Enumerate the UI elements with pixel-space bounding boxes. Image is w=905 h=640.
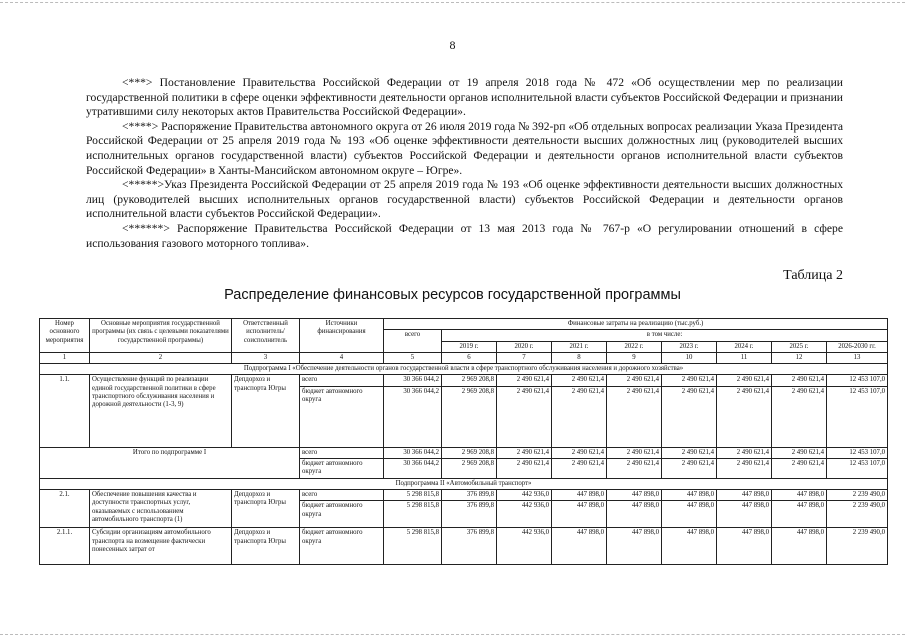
activity-executor: Депдорхоз и транспорта Югры (232, 528, 300, 565)
col-number: 1 (40, 352, 90, 363)
header-total: всего (384, 330, 442, 353)
table-row (40, 528, 888, 565)
col-number: 12 (772, 352, 827, 363)
table-row (40, 447, 888, 458)
column-numbers-row (40, 352, 888, 363)
value-cell: 30 366 044,2 (384, 375, 442, 386)
subprogram-1-title: Подпрограмма I «Обеспечение деятельности органов государственной власти в сфере транспортного обслуживания населения и дорожного хозяйства» (40, 364, 888, 375)
activity-number: 2.1. (40, 489, 90, 527)
value-cell: 376 899,8 (442, 501, 497, 528)
subprogram-row (40, 364, 888, 375)
value-cell: 2 490 621,4 (497, 459, 552, 479)
value-cell: 12 453 107,0 (827, 386, 888, 447)
value-cell: 447 898,0 (717, 501, 772, 528)
value-cell: 447 898,0 (607, 501, 662, 528)
value-cell: 12 453 107,0 (827, 375, 888, 386)
value-cell: 2 490 621,4 (552, 375, 607, 386)
value-cell: 5 298 815,8 (384, 528, 442, 565)
subprogram-row (40, 478, 888, 489)
activity-executor: Депдорхоз и транспорта Югры (232, 375, 300, 447)
value-cell: 5 298 815,8 (384, 501, 442, 528)
col-number: 3 (232, 352, 300, 363)
value-cell: 447 898,0 (772, 501, 827, 528)
value-cell: 2 490 621,4 (607, 447, 662, 458)
value-cell: 447 898,0 (662, 489, 717, 500)
col-number: 10 (662, 352, 717, 363)
col-number: 8 (552, 352, 607, 363)
footnote-3: <***> Постановление Правительства Российской Федерации от 19 апреля 2018 года № 472 «Об осуществлении мер по реализации государственной политики в сфере оценки эффективности деятельности органов исполнительной власти субъектов Российской Федерации и признании утратившими силу некоторых актов Правительства Российской Федерации». (86, 76, 843, 119)
value-cell: 2 969 208,8 (442, 447, 497, 458)
value-cell: 2 490 621,4 (717, 375, 772, 386)
footnote-6: <******> Распоряжение Правительства Российской Федерации от 13 мая 2013 года № 767-р «О регулировании отношений в сфере использования газового моторного топлива». (86, 221, 843, 250)
funding-source: бюджет автономного округа (300, 386, 384, 447)
header-year: 2019 г. (442, 341, 497, 352)
value-cell: 2 490 621,4 (772, 459, 827, 479)
value-cell: 2 490 621,4 (607, 375, 662, 386)
value-cell: 2 490 621,4 (552, 459, 607, 479)
funding-source: бюджет автономного округа (300, 501, 384, 528)
value-cell: 2 490 621,4 (497, 375, 552, 386)
value-cell: 2 490 621,4 (662, 447, 717, 458)
activity-number: 1.1. (40, 375, 90, 447)
footnotes (86, 76, 843, 251)
col-number: 11 (717, 352, 772, 363)
value-cell: 2 490 621,4 (717, 447, 772, 458)
value-cell: 12 453 107,0 (827, 447, 888, 458)
value-cell: 2 969 208,8 (442, 459, 497, 479)
value-cell: 447 898,0 (662, 528, 717, 565)
header-year: 2026-2030 гг. (827, 341, 888, 352)
col-number: 6 (442, 352, 497, 363)
col-number: 13 (827, 352, 888, 363)
funding-source: бюджет автономного округа (300, 459, 384, 479)
col-number: 5 (384, 352, 442, 363)
value-cell: 447 898,0 (552, 528, 607, 565)
value-cell: 447 898,0 (607, 489, 662, 500)
footnote-5: <*****>Указ Президента Российской Федерации от 25 апреля 2019 года № 193 «Об оценке эффективности деятельности высших должностных лиц (руководителей высших исполнительных органов государственной власти) субъектов Российской Федерации и деятельности органов исполнительной власти субъектов Российской Федерации». (86, 178, 843, 221)
header-row (40, 319, 888, 330)
value-cell: 2 490 621,4 (552, 386, 607, 447)
value-cell: 442 936,0 (497, 528, 552, 565)
header-activity: Основные мероприятия государственной программы (их связь с целевыми показателями государственной программы) (90, 319, 232, 353)
header-year: 2024 г. (717, 341, 772, 352)
value-cell: 2 490 621,4 (662, 375, 717, 386)
col-number: 4 (300, 352, 384, 363)
value-cell: 2 239 490,0 (827, 501, 888, 528)
value-cell: 2 490 621,4 (662, 459, 717, 479)
value-cell: 447 898,0 (717, 489, 772, 500)
value-cell: 2 490 621,4 (772, 375, 827, 386)
header-year: 2021 г. (552, 341, 607, 352)
value-cell: 5 298 815,8 (384, 489, 442, 500)
value-cell: 376 899,8 (442, 528, 497, 565)
value-cell: 447 898,0 (552, 501, 607, 528)
funding-source: всего (300, 489, 384, 500)
footnote-4: <****> Распоряжение Правительства автономного округа от 26 июля 2019 года № 392-рп «Об отдельных вопросах реализации Указа Президента Российской Федерации от 25 апреля 2019 года № 193 «Об оценке эффективности деятельности высших должностных лиц (руководителей высших исполнительных органов государственной власти) субъектов Российской Федерации и деятельности органов исполнительной власти субъектов Российской Федерации» в Ханты-Мансийском автономном округе – Югре». (86, 119, 843, 177)
header-source: Источники финансирования (300, 319, 384, 353)
activity-name: Субсидии организациям автомобильного транспорта на возмещение фактически понесенных затрат от (90, 528, 232, 565)
header-year: 2023 г. (662, 341, 717, 352)
funding-source: бюджет автономного округа (300, 528, 384, 565)
value-cell: 447 898,0 (772, 489, 827, 500)
value-cell: 376 899,8 (442, 489, 497, 500)
funding-source: всего (300, 375, 384, 386)
activity-number: 2.1.1. (40, 528, 90, 565)
header-year: 2020 г. (497, 341, 552, 352)
value-cell: 2 490 621,4 (717, 459, 772, 479)
subprogram-2-title: Подпрограмма II «Автомобильный транспорт» (40, 478, 888, 489)
value-cell: 2 490 621,4 (772, 447, 827, 458)
header-year: 2022 г. (607, 341, 662, 352)
activity-name: Обеспечение повышения качества и доступности транспортных услуг, оказываемых с использованием автомобильного транспорта (1) (90, 489, 232, 527)
subprogram-total-label: Итого по подпрограмме I (40, 447, 300, 478)
value-cell: 447 898,0 (772, 528, 827, 565)
value-cell: 2 490 621,4 (552, 447, 607, 458)
col-number: 7 (497, 352, 552, 363)
scan-edge-top (0, 2, 905, 3)
value-cell: 2 490 621,4 (607, 386, 662, 447)
value-cell: 2 969 208,8 (442, 375, 497, 386)
value-cell: 447 898,0 (717, 528, 772, 565)
value-cell: 2 490 621,4 (717, 386, 772, 447)
table-row (40, 375, 888, 386)
value-cell: 2 239 490,0 (827, 528, 888, 565)
value-cell: 447 898,0 (662, 501, 717, 528)
value-cell: 2 490 621,4 (607, 459, 662, 479)
value-cell: 12 453 107,0 (827, 459, 888, 479)
value-cell: 30 366 044,2 (384, 386, 442, 447)
header-including: в том числе: (442, 330, 888, 341)
value-cell: 30 366 044,2 (384, 447, 442, 458)
activity-executor: Депдорхоз и транспорта Югры (232, 489, 300, 527)
header-executor: Ответственный исполнитель/ соисполнитель (232, 319, 300, 353)
header-year: 2025 г. (772, 341, 827, 352)
value-cell: 2 490 621,4 (772, 386, 827, 447)
table-title: Распределение финансовых ресурсов государственной программы (224, 287, 681, 303)
value-cell: 2 969 208,8 (442, 386, 497, 447)
value-cell: 2 239 490,0 (827, 489, 888, 500)
value-cell: 447 898,0 (607, 528, 662, 565)
value-cell: 442 936,0 (497, 489, 552, 500)
value-cell: 447 898,0 (552, 489, 607, 500)
funding-source: всего (300, 447, 384, 458)
value-cell: 2 490 621,4 (497, 386, 552, 447)
table-label: Таблица 2 (783, 268, 843, 283)
header-number: Номер основного мероприятия (40, 319, 90, 353)
header-finance: Финансовые затраты на реализацию (тыс.руб.) (384, 319, 888, 330)
value-cell: 442 936,0 (497, 501, 552, 528)
value-cell: 30 366 044,2 (384, 459, 442, 479)
col-number: 9 (607, 352, 662, 363)
value-cell: 2 490 621,4 (662, 386, 717, 447)
value-cell: 2 490 621,4 (497, 447, 552, 458)
finance-table (39, 318, 888, 565)
col-number: 2 (90, 352, 232, 363)
table-row (40, 489, 888, 500)
page-number: 8 (449, 38, 456, 52)
scan-edge-bottom (0, 634, 905, 635)
activity-name: Осуществление функций по реализации единой государственной политики в сфере транспортного обслуживания населения и дорожной деятельности (1-3, 9) (90, 375, 232, 447)
